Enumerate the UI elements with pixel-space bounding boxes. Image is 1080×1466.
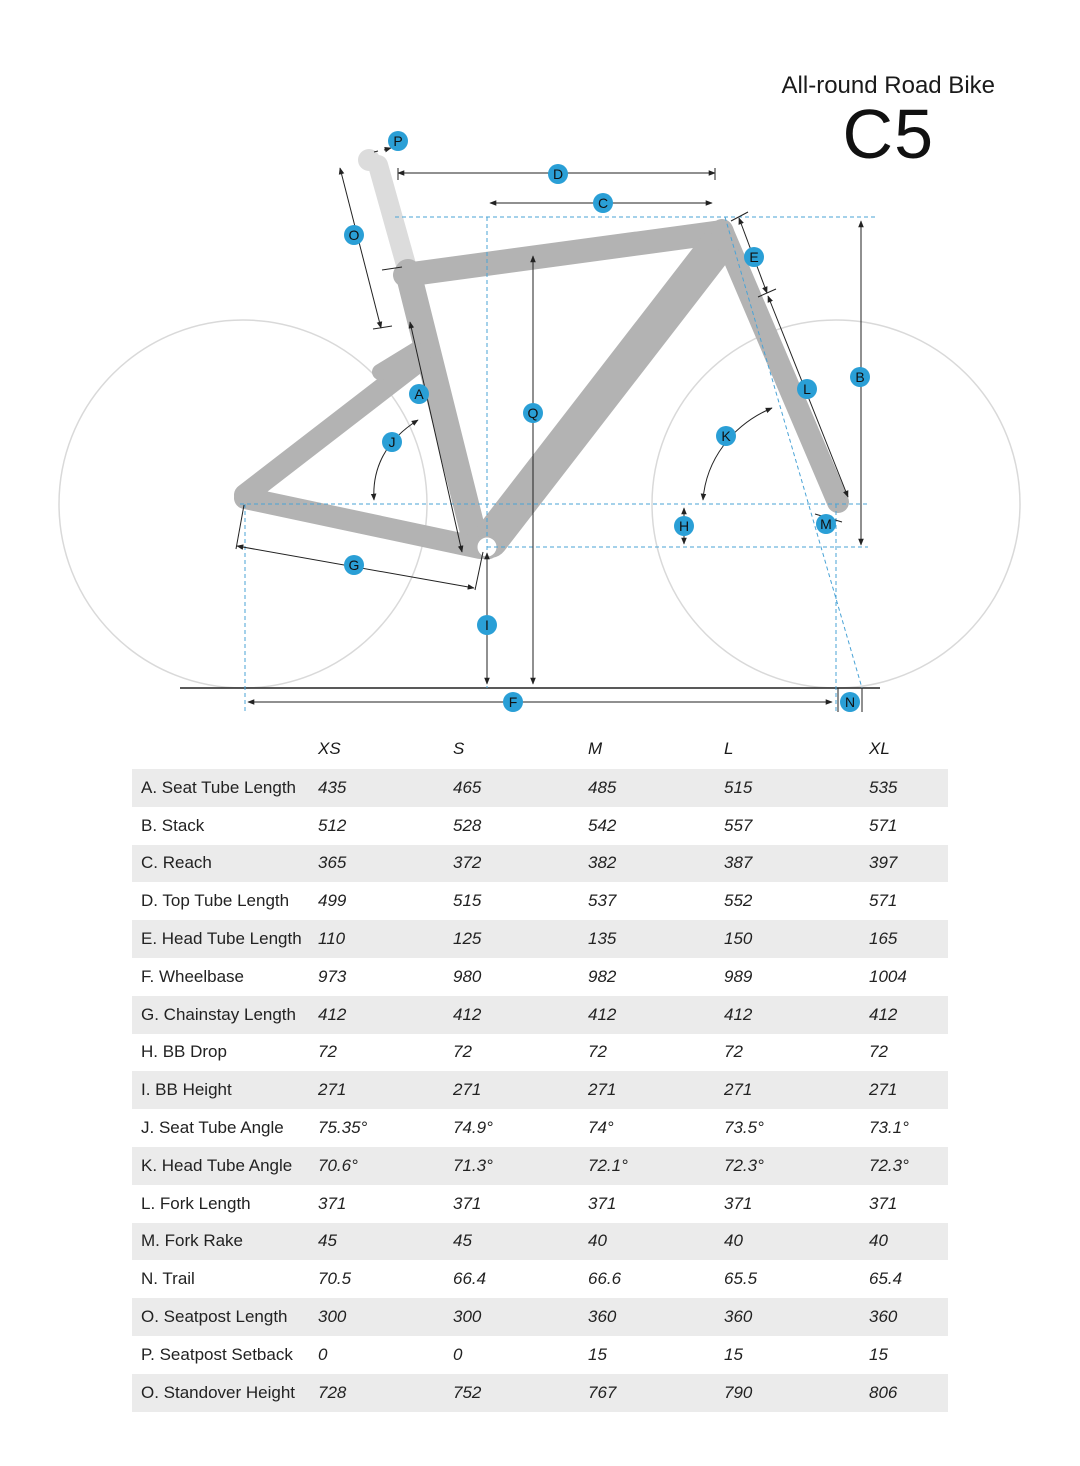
value-cell: 535: [869, 769, 948, 807]
value-cell: 135: [588, 920, 724, 958]
svg-text:E: E: [749, 249, 759, 265]
value-cell: 45: [453, 1223, 588, 1261]
parameter-label: E. Head Tube Length: [132, 920, 318, 958]
value-cell: 72: [588, 1042, 607, 1062]
value-cell: 300: [318, 1298, 453, 1336]
value-cell: 40: [588, 1223, 724, 1261]
value-cell: 557: [724, 815, 753, 835]
parameter-label: K. Head Tube Angle: [132, 1147, 318, 1185]
svg-text:G: G: [348, 557, 360, 573]
value-cell: 360: [724, 1298, 869, 1336]
table-row: [132, 1298, 948, 1336]
value-cell: 542: [588, 815, 617, 835]
label-G: [344, 555, 364, 575]
value-cell: 973: [318, 966, 347, 986]
value-cell: 790: [724, 1374, 869, 1412]
value-cell: 412: [588, 996, 724, 1034]
size-header-l: L: [724, 738, 734, 758]
label-D: [548, 164, 568, 184]
value-cell: 412: [724, 996, 869, 1034]
value-cell: 74°: [588, 1118, 614, 1138]
bike-frame: [245, 230, 838, 548]
table-row: [132, 769, 948, 807]
value-cell: 767: [588, 1374, 724, 1412]
value-cell: 412: [453, 996, 588, 1034]
parameter-label: O. Seatpost Length: [132, 1298, 318, 1336]
table-row: [132, 1109, 948, 1147]
value-cell: 45: [318, 1223, 453, 1261]
value-cell: 485: [588, 769, 724, 807]
table-row: [132, 1147, 948, 1185]
value-cell: 989: [724, 966, 753, 986]
table-row: [132, 1223, 948, 1261]
table-row: [132, 807, 948, 845]
svg-text:M: M: [820, 516, 832, 532]
parameter-label: C. Reach: [132, 845, 318, 883]
label-P: [388, 131, 408, 151]
parameter-label: G. Chainstay Length: [132, 996, 318, 1034]
table-row: [132, 1374, 948, 1412]
value-cell: 397: [869, 845, 948, 883]
size-header-m: M: [588, 738, 603, 758]
value-cell: 72: [453, 1042, 472, 1062]
value-cell: 72.1°: [588, 1147, 724, 1185]
parameter-label: N. Trail: [141, 1269, 195, 1289]
parameter-label: B. Stack: [141, 815, 205, 835]
value-cell: 0: [318, 1344, 328, 1364]
value-cell: 72: [869, 1042, 888, 1062]
svg-text:K: K: [721, 428, 731, 444]
value-cell: 40: [724, 1223, 869, 1261]
value-cell: 365: [318, 845, 453, 883]
table-row: [132, 882, 948, 920]
label-J: [382, 432, 402, 452]
parameter-label: I. BB Height: [132, 1071, 318, 1109]
value-cell: 65.4: [869, 1269, 903, 1289]
value-cell: 74.9°: [453, 1118, 493, 1138]
value-cell: 72.3°: [869, 1147, 948, 1185]
value-cell: 412: [318, 996, 453, 1034]
svg-text:H: H: [678, 518, 690, 534]
geometry-table-body: [132, 769, 948, 1412]
geometry-diagram: [0, 0, 1080, 720]
parameter-label: H. BB Drop: [141, 1042, 227, 1062]
value-cell: 125: [453, 920, 588, 958]
value-cell: 412: [869, 996, 948, 1034]
value-cell: 371: [318, 1193, 347, 1213]
table-row: [132, 958, 948, 996]
value-cell: 150: [724, 920, 869, 958]
size-header-s: S: [453, 738, 465, 758]
table-row: [132, 845, 948, 883]
value-cell: 15: [869, 1344, 888, 1364]
table-row: [132, 1185, 948, 1223]
label-E: [744, 247, 764, 267]
value-cell: 15: [724, 1344, 743, 1364]
label-F: [503, 692, 523, 712]
svg-text:C: C: [597, 195, 609, 211]
table-row: [132, 1034, 948, 1072]
value-cell: 271: [453, 1071, 588, 1109]
value-cell: 371: [453, 1193, 482, 1213]
label-O: [344, 225, 364, 245]
table-row: [132, 1260, 948, 1298]
svg-text:P: P: [393, 133, 403, 149]
label-L: [797, 379, 817, 399]
value-cell: 66.4: [453, 1269, 487, 1289]
value-cell: 571: [869, 891, 898, 911]
table-row: [132, 1336, 948, 1374]
size-header-row: [132, 728, 948, 769]
label-B: [850, 367, 870, 387]
value-cell: 71.3°: [453, 1147, 588, 1185]
value-cell: 70.6°: [318, 1147, 453, 1185]
table-row: [132, 920, 948, 958]
value-cell: 271: [869, 1071, 948, 1109]
value-cell: 515: [724, 769, 869, 807]
value-cell: 435: [318, 769, 453, 807]
value-cell: 806: [869, 1374, 948, 1412]
parameter-label: J. Seat Tube Angle: [141, 1118, 284, 1138]
value-cell: 73.1°: [869, 1118, 909, 1138]
value-cell: 980: [453, 966, 482, 986]
svg-text:B: B: [855, 369, 865, 385]
svg-text:I: I: [485, 617, 489, 633]
svg-text:L: L: [803, 381, 811, 397]
value-cell: 499: [318, 891, 347, 911]
value-cell: 537: [588, 891, 617, 911]
parameter-label: M. Fork Rake: [132, 1223, 318, 1261]
value-cell: 465: [453, 769, 588, 807]
value-cell: 300: [453, 1298, 588, 1336]
value-cell: 360: [869, 1298, 948, 1336]
value-cell: 15: [588, 1344, 607, 1364]
value-cell: 552: [724, 891, 753, 911]
value-cell: 271: [318, 1071, 453, 1109]
label-I: [477, 615, 497, 635]
value-cell: 371: [869, 1193, 898, 1213]
header-spacer: [132, 728, 318, 769]
size-header-xs: XS: [318, 738, 341, 758]
value-cell: 73.5°: [724, 1118, 764, 1138]
value-cell: 271: [724, 1071, 869, 1109]
value-cell: 512: [318, 815, 347, 835]
svg-text:J: J: [388, 434, 396, 450]
parameter-label: P. Seatpost Setback: [141, 1344, 293, 1364]
value-cell: 165: [869, 920, 948, 958]
value-cell: 40: [869, 1223, 948, 1261]
svg-text:O: O: [348, 227, 360, 243]
table-row: [132, 1071, 948, 1109]
svg-text:A: A: [414, 386, 424, 402]
value-cell: 360: [588, 1298, 724, 1336]
label-H: [674, 516, 694, 536]
value-cell: 110: [318, 920, 453, 958]
size-header-xl: XL: [869, 738, 890, 758]
label-A: [409, 384, 429, 404]
seatpost: [358, 149, 408, 272]
bike-category: All-round Road Bike: [781, 72, 995, 99]
geometry-table: [132, 728, 948, 1412]
svg-text:D: D: [552, 166, 564, 182]
value-cell: 70.5: [318, 1269, 352, 1289]
label-N: [840, 692, 860, 712]
value-cell: 72: [724, 1042, 743, 1062]
value-cell: 387: [724, 845, 869, 883]
value-cell: 382: [588, 845, 724, 883]
value-cell: 72.3°: [724, 1147, 869, 1185]
value-cell: 271: [588, 1071, 724, 1109]
model-title: C5: [842, 95, 934, 173]
value-cell: 528: [453, 815, 482, 835]
table-row: [132, 996, 948, 1034]
value-cell: 65.5: [724, 1269, 758, 1289]
label-C: [593, 193, 613, 213]
label-K: [716, 426, 736, 446]
value-cell: 571: [869, 815, 898, 835]
value-cell: 1004: [869, 966, 907, 986]
parameter-label: A. Seat Tube Length: [132, 769, 318, 807]
value-cell: 66.6: [588, 1269, 622, 1289]
parameter-label: L. Fork Length: [141, 1193, 251, 1213]
label-Q: [523, 403, 543, 423]
label-M: [816, 514, 836, 534]
value-cell: 515: [453, 891, 482, 911]
value-cell: 75.35°: [318, 1118, 368, 1138]
value-cell: 371: [588, 1193, 617, 1213]
value-cell: 372: [453, 845, 588, 883]
value-cell: 371: [724, 1193, 753, 1213]
value-cell: 982: [588, 966, 617, 986]
svg-text:Q: Q: [527, 405, 539, 421]
value-cell: 0: [453, 1344, 463, 1364]
parameter-label: F. Wheelbase: [141, 966, 244, 986]
value-cell: 752: [453, 1374, 588, 1412]
svg-text:N: N: [844, 694, 856, 710]
parameter-label: O. Standover Height: [132, 1374, 318, 1412]
value-cell: 72: [318, 1042, 337, 1062]
value-cell: 728: [318, 1374, 453, 1412]
parameter-label: D. Top Tube Length: [141, 891, 290, 911]
svg-text:F: F: [508, 694, 518, 710]
